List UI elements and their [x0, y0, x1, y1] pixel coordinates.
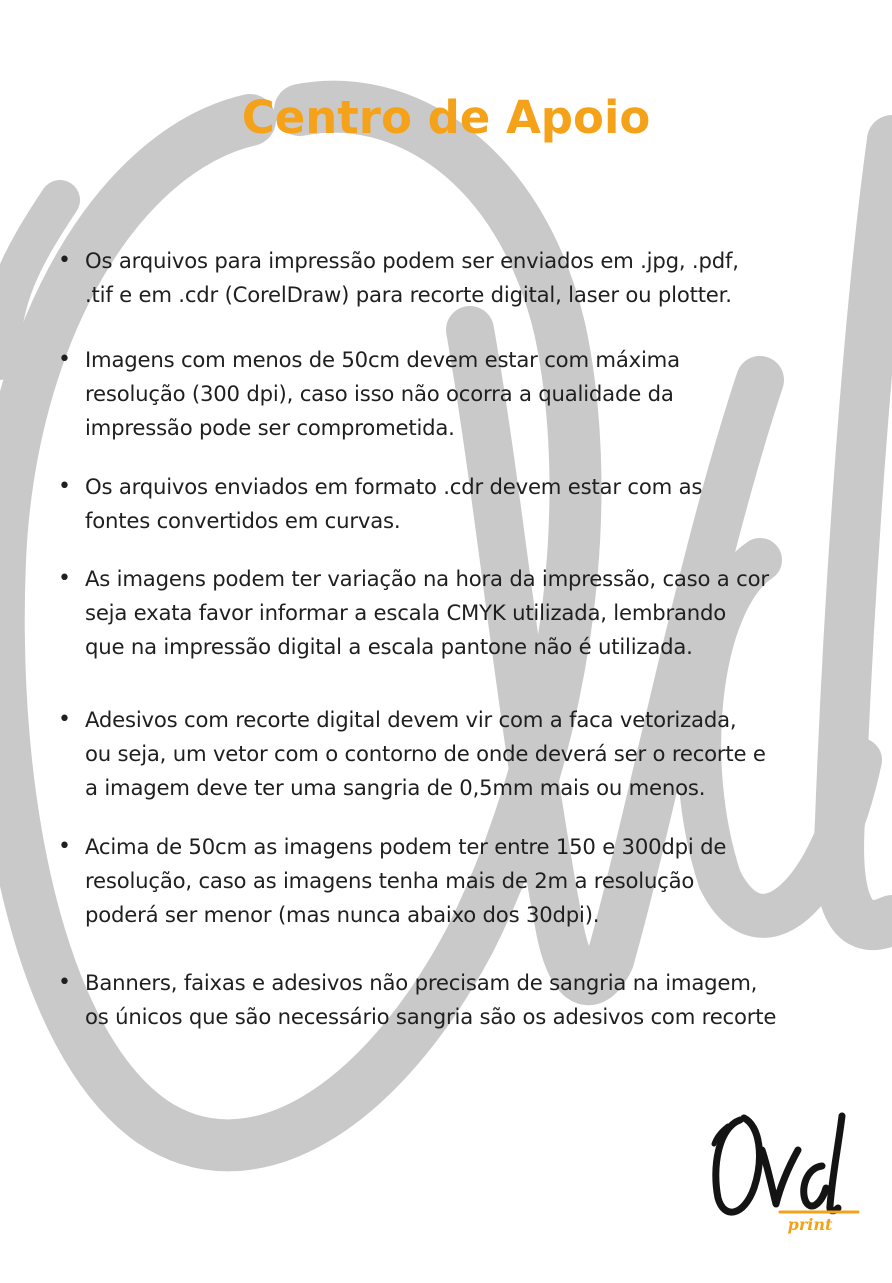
list-item	[58, 470, 858, 538]
list-item-text: Os arquivos enviados em formato .cdr devem estar com as fontes convertidos em curvas.	[85, 474, 703, 533]
list-item	[58, 703, 858, 805]
bullet-icon: •	[58, 347, 71, 372]
list-item-text: Os arquivos para impressão podem ser enviados em .jpg, .pdf, .tif e em .cdr (CorelDraw) para recorte digital, laser ou plotter.	[85, 248, 739, 307]
bullet-icon: •	[58, 970, 71, 995]
bullet-icon: •	[58, 707, 71, 732]
list-item	[58, 830, 858, 932]
bullet-icon: •	[58, 834, 71, 859]
list-item	[58, 244, 858, 312]
list-item-text: Acima de 50cm as imagens podem ter entre 150 e 300dpi de resolução, caso as imagens tenha mais de 2m a resolução poderá ser menor (mas nunca abaixo dos 30dpi).	[85, 834, 727, 927]
bullet-icon: •	[58, 248, 71, 273]
page-title: Centro de Apoio	[241, 91, 651, 145]
list-item	[58, 966, 858, 1034]
logo-tagline: print	[787, 1215, 833, 1234]
list-item-text: Imagens com menos de 50cm devem estar com máxima resolução (300 dpi), caso isso não ocorra a qualidade da impressão pode ser comprometida.	[85, 347, 680, 440]
list-item-text: As imagens podem ter variação na hora da impressão, caso a cor seja exata favor informar a escala CMYK utilizada, lembrando que na impressão digital a escala pantone não é utilizada.	[85, 566, 769, 659]
ovd-print-logo-icon	[710, 1108, 860, 1238]
bullet-icon: •	[58, 566, 71, 591]
bullet-icon: •	[58, 474, 71, 499]
list-item-text: Adesivos com recorte digital devem vir com a faca vetorizada, ou seja, um vetor com o contorno de onde deverá ser o recorte e a imagem deve ter uma sangria de 0,5mm mais ou menos.	[85, 707, 766, 800]
list-item-text: Banners, faixas e adesivos não precisam de sangria na imagem, os únicos que são necessário sangria são os adesivos com recorte	[85, 970, 777, 1029]
list-item	[58, 562, 858, 664]
list-item	[58, 343, 858, 445]
